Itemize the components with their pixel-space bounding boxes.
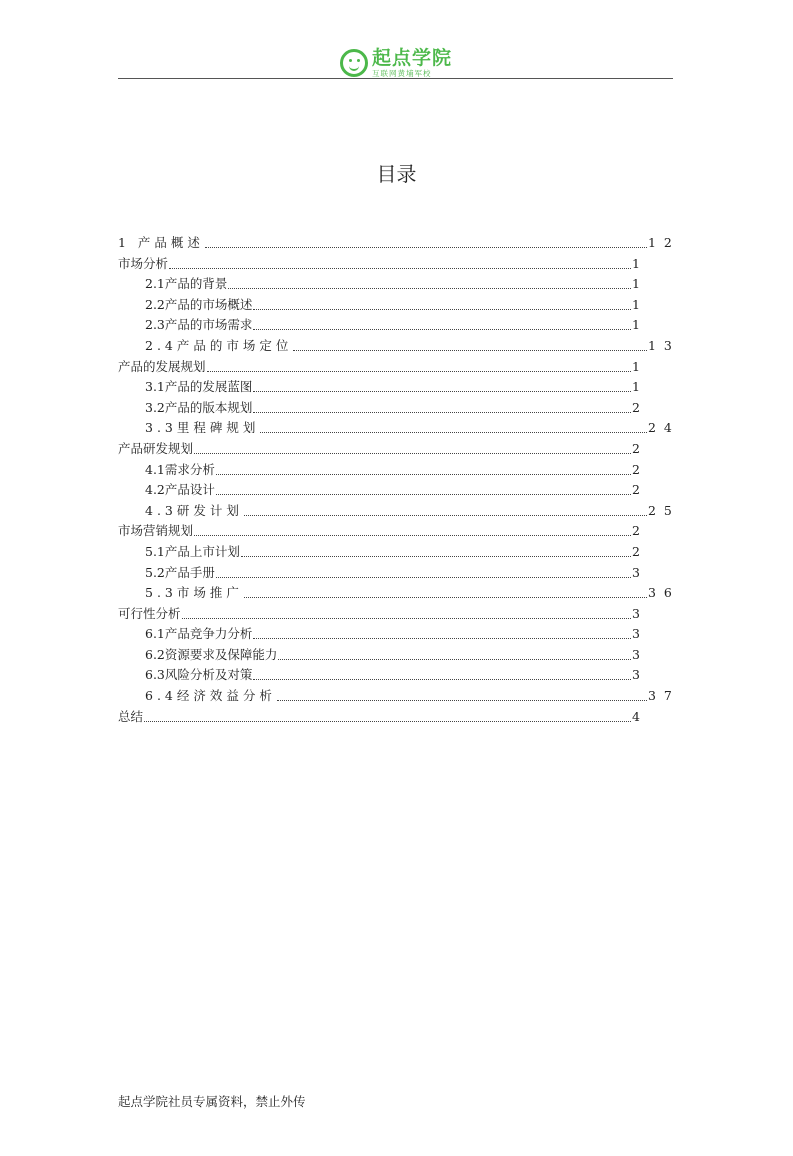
toc-entry-label: 3.1产品的发展蓝图 (145, 377, 253, 398)
footer-note: 起点学院社员专属资料，禁止外传 (118, 1094, 306, 1109)
toc-title: 目录 (376, 162, 417, 186)
toc-entry-label: 2.1产品的背景 (145, 274, 228, 295)
toc-entry[interactable] (118, 480, 678, 501)
toc-leader-dots (144, 720, 631, 722)
toc-entry-page: 3 (632, 604, 640, 625)
toc-entry-page: 2 (632, 460, 640, 481)
toc-entry[interactable] (118, 583, 678, 604)
toc-entry[interactable] (118, 542, 678, 563)
toc-entry-page: 2 5 (648, 501, 674, 522)
toc-entry-label: 产品的发展规划 (118, 357, 207, 378)
toc-leader-dots (182, 617, 631, 619)
toc-leader-dots (253, 390, 631, 392)
toc-entry-page: 3 (632, 563, 640, 584)
toc-entry[interactable] (118, 686, 678, 707)
toc-entry-page: 2 (632, 521, 640, 542)
toc-leader-dots (194, 534, 631, 536)
toc-entry[interactable] (118, 315, 678, 336)
toc-leader-dots (253, 637, 631, 639)
toc-leader-dots (253, 678, 631, 680)
toc-entry-page: 2 4 (648, 418, 674, 439)
toc-entry-label: 5.2产品手册 (145, 563, 216, 584)
toc-entry[interactable] (118, 274, 678, 295)
toc-entry[interactable] (118, 707, 678, 728)
toc-entry[interactable] (118, 501, 678, 522)
toc-leader-dots (253, 328, 631, 330)
toc-entry-label: 4.1需求分析 (145, 460, 216, 481)
toc-entry-label: 产品研发规划 (118, 439, 194, 460)
toc-entry-page: 4 (632, 707, 640, 728)
table-of-contents (118, 233, 678, 727)
smiley-logo-icon (340, 49, 368, 77)
toc-leader-dots (260, 431, 647, 433)
toc-leader-dots (194, 452, 631, 454)
toc-entry[interactable] (118, 439, 678, 460)
logo-subtitle: 互联网黄埔军校 (372, 68, 432, 78)
logo (340, 48, 452, 78)
toc-leader-dots (216, 473, 631, 475)
toc-entry-page: 2 (632, 480, 640, 501)
toc-leader-dots (241, 555, 631, 557)
toc-leader-dots (253, 411, 631, 413)
toc-entry-label: 2.2产品的市场概述 (145, 295, 253, 316)
toc-leader-dots (216, 493, 631, 495)
toc-entry[interactable] (118, 460, 678, 481)
toc-entry[interactable] (118, 624, 678, 645)
toc-entry[interactable] (118, 521, 678, 542)
toc-entry-page: 3 (632, 624, 640, 645)
toc-entry-label: 市场分析 (118, 254, 169, 275)
toc-entry-label: 6.2资源要求及保障能力 (145, 645, 278, 666)
header-rule (118, 78, 673, 79)
toc-entry[interactable] (118, 377, 678, 398)
logo-title: 起点学院 (372, 46, 453, 69)
toc-entry-page: 1 3 (648, 336, 674, 357)
toc-entry-label: 总结 (118, 707, 144, 728)
toc-entry[interactable] (118, 336, 678, 357)
toc-entry[interactable] (118, 357, 678, 378)
toc-entry[interactable] (118, 233, 678, 254)
toc-entry-label: 3.2产品的版本规划 (145, 398, 253, 419)
toc-entry-page: 1 (632, 357, 640, 378)
toc-leader-dots (216, 576, 631, 578)
toc-leader-dots (277, 699, 647, 701)
toc-entry-label: 4.2产品设计 (145, 480, 216, 501)
toc-entry-label: 5.1产品上市计划 (145, 542, 241, 563)
toc-entry[interactable] (118, 254, 678, 275)
toc-leader-dots (253, 308, 631, 310)
toc-entry-label: 市场营销规划 (118, 521, 194, 542)
toc-entry-page: 1 2 (648, 233, 674, 254)
toc-entry-label: 6.3风险分析及对策 (145, 665, 253, 686)
toc-entry-label: 6.4经济效益分析 (145, 686, 277, 707)
toc-entry-page: 2 (632, 398, 640, 419)
toc-entry-page: 3 6 (648, 583, 674, 604)
toc-entry-label: 6.1产品竞争力分析 (145, 624, 253, 645)
toc-leader-dots (228, 287, 631, 289)
toc-leader-dots (278, 658, 631, 660)
toc-entry-page: 1 (632, 274, 640, 295)
toc-entry[interactable] (118, 563, 678, 584)
toc-entry-label: 1 产品概述 (118, 233, 205, 254)
toc-entry-label: 可行性分析 (118, 604, 182, 625)
toc-entry-page: 1 (632, 254, 640, 275)
toc-entry[interactable] (118, 665, 678, 686)
toc-entry[interactable] (118, 295, 678, 316)
toc-entry-page: 1 (632, 377, 640, 398)
toc-leader-dots (205, 246, 647, 248)
toc-entry-page: 2 (632, 542, 640, 563)
toc-entry-page: 3 7 (648, 686, 674, 707)
page-header (0, 0, 793, 80)
toc-leader-dots (169, 267, 631, 269)
toc-entry-label: 3.3里程碑规划 (145, 418, 260, 439)
toc-entry-page: 3 (632, 645, 640, 666)
toc-entry-label: 5.3市场推广 (145, 583, 244, 604)
toc-entry-page: 2 (632, 439, 640, 460)
toc-entry-page: 1 (632, 315, 640, 336)
toc-entry-page: 1 (632, 295, 640, 316)
toc-leader-dots (207, 370, 631, 372)
toc-entry[interactable] (118, 398, 678, 419)
toc-entry[interactable] (118, 604, 678, 625)
toc-leader-dots (244, 596, 647, 598)
toc-entry-label: 2.4产品的市场定位 (145, 336, 293, 357)
toc-leader-dots (293, 349, 647, 351)
toc-entry-label: 2.3产品的市场需求 (145, 315, 253, 336)
toc-leader-dots (244, 514, 647, 516)
toc-entry[interactable] (118, 418, 678, 439)
toc-entry[interactable] (118, 645, 678, 666)
toc-entry-page: 3 (632, 665, 640, 686)
toc-entry-label: 4.3研发计划 (145, 501, 244, 522)
